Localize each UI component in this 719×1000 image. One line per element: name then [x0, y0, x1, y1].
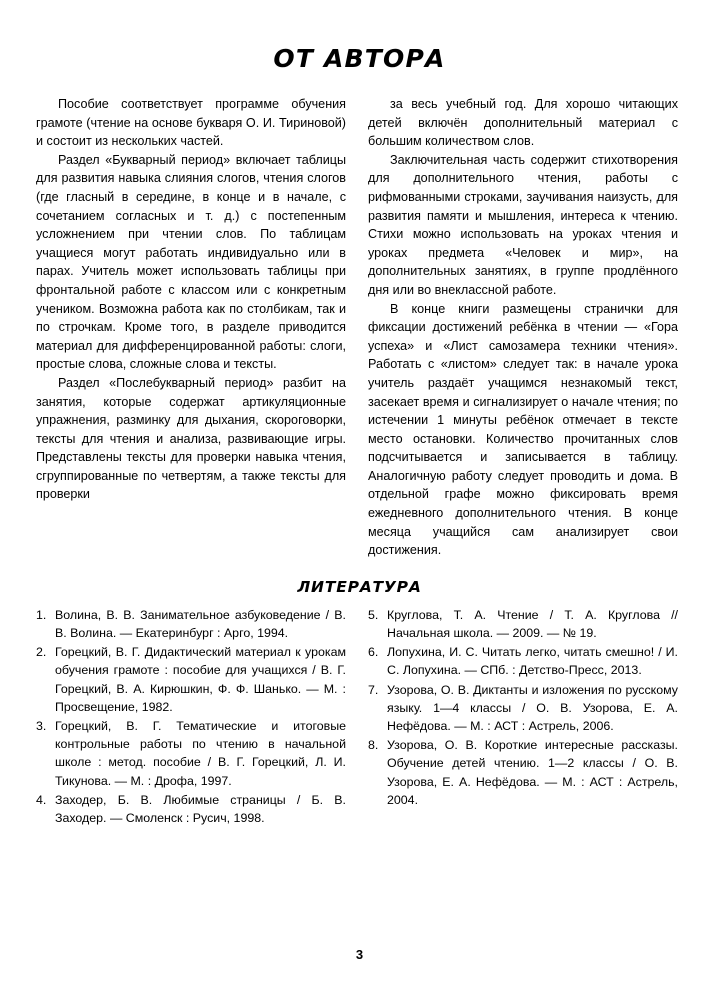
- list-item: [368, 736, 678, 809]
- list-item-text: Узорова, О. В. Короткие интересные рассказы. Обучение детей чтению. 1—2 классы / О. В. Узорова, Е. А. Нефёдова. — М. : АСТ : Астрель, 2004.: [387, 738, 678, 807]
- body-columns: [0, 73, 719, 560]
- list-item: [368, 606, 678, 642]
- bibliography-columns: [0, 606, 719, 828]
- page-number-value: 3: [355, 947, 364, 962]
- list-item-number: 2.: [36, 645, 47, 660]
- body-column-right: [368, 95, 678, 560]
- list-item: [36, 791, 346, 827]
- paragraph: Раздел «Букварный период» включает таблицы для развития навыка слияния слогов, чтения слогов (где гласный в середине, в конце и в начале, с сочетанием согласных и т. д.) с постепенным усложнением при чтении слов. По таблицам учащиеся могут работать индивидуально или в парах. Учитель может использовать таблицы при фронтальной работе с классом или с конкретным учеником. Возможна работа как по столбикам, так и по строчкам. Кроме того, в разделе приводится материал для дифференцированной работы: слоги, простые слова, сложные слова и тексты.: [36, 152, 346, 372]
- bibliography-list-left: [36, 606, 346, 828]
- list-item-text: Заходер, Б. В. Любимые страницы / Б. В. Заходер. — Смоленск : Русич, 1998.: [55, 792, 346, 826]
- list-item-number: 1.: [36, 607, 47, 622]
- paragraph: Пособие соответствует программе обучения грамоте (чтение на основе букваря О. И. Тириновой) и состоит из нескольких частей.: [36, 97, 346, 149]
- list-item: [368, 681, 678, 736]
- list-item: [36, 717, 346, 790]
- list-item-text: Лопухина, И. С. Читать легко, читать смешно! / И. С. Лопухина. — СПб. : Детство-Пресс, 2013.: [387, 645, 678, 678]
- paragraph: В конце книги размещены странички для фиксации достижений ребёнка в чтении — «Гора успеха» и «Лист самозамера техники чтения». Работать с «листом» следует так: в начале урока учитель раздаёт учащимся незнакомый текст, засекает время и сигнализирует о начале чтения; по истечении 1 минуты ребёнок отмечает в тексте место остановки. Количество прочитанных слов подсчитывается и записывается в таблицу. Аналогичную работу следует проводить и дома. В отдельной графе можно фиксировать время ежедневного дополнительного чтения. В конце месяца учащийся сам анализирует свои достижения.: [368, 301, 678, 558]
- list-item-text: Горецкий, В. Г. Тематические и итоговые контрольные работы по чтению в начальной школе : метод. пособие / В. Г. Горецкий, Л. И. Тикунова. — М. : Дрофа, 1997.: [55, 719, 346, 788]
- list-item: [368, 643, 678, 679]
- list-item-number: 4.: [36, 792, 47, 807]
- list-item-text: Круглова, Т. А. Чтение / Т. А. Круглова // Начальная школа. — 2009. — № 19.: [387, 607, 678, 641]
- page-title: ОТ АВТОРА: [273, 44, 446, 73]
- paragraph: за весь учебный год. Для хорошо читающих детей включён дополнительный материал с большим количеством слов.: [368, 97, 678, 149]
- list-item-number: 5.: [368, 607, 379, 622]
- list-item: [36, 643, 346, 716]
- bibliography-list-right: [368, 606, 678, 828]
- list-item-number: 3.: [36, 719, 47, 734]
- bibliography-heading: ЛИТЕРАТУРА: [297, 577, 422, 596]
- paragraph: Заключительная часть содержит стихотворения для дополнительного чтения, работы с рифмованными строками, заучивания наизусть, для развития памяти и мышления, интереса к чтению. Стихи можно использовать на уроках чтения и уроках предмета «Человек и мир», на дополнительных занятиях, в группе продлённого дня или во внеклассной работе.: [368, 152, 678, 297]
- page-number: [0, 945, 719, 964]
- list-item-text: Горецкий, В. Г. Дидактический материал к урокам обучения грамоте : пособие для учащихся / В. Г. Горецкий, В. А. Кирюшкин, Ф. Ф. Шанько. — М. : Просвещение, 1982.: [55, 645, 346, 714]
- list-item-text: Узорова, О. В. Диктанты и изложения по русскому языку. 1—4 классы / О. В. Узорова, Е. А. Нефёдова. — М. : АСТ : Астрель, 2006.: [387, 682, 678, 734]
- list-item-number: 8.: [368, 738, 379, 753]
- list-item-number: 6.: [368, 645, 379, 660]
- list-item-text: Волина, В. В. Занимательное азбуковедение / В. В. Волина. — Екатеринбург : Арго, 1994.: [55, 607, 346, 641]
- paragraph: Раздел «Послебукварный период» разбит на занятия, которые содержат артикуляционные упражнения, разминку для дыхания, скороговорки, тексты для чтения и анализа, развивающие игры. Представлены тексты для проверки навыка чтения, сгруппированные по четвертям, а также тексты для проверки: [36, 375, 346, 502]
- list-item-number: 7.: [368, 682, 379, 697]
- body-column-left: [36, 95, 346, 560]
- list-item: [36, 606, 346, 642]
